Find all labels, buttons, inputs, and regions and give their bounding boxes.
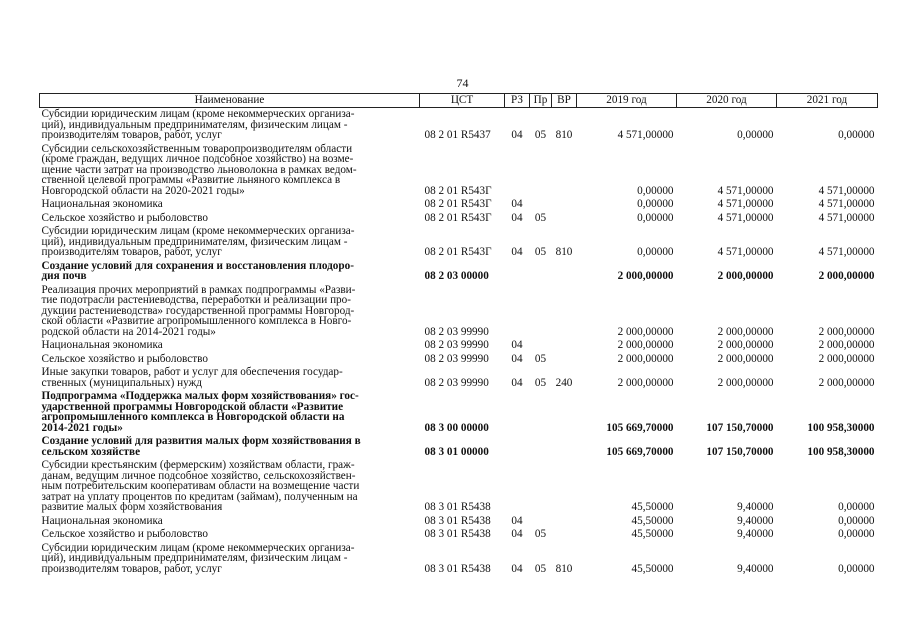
row-cst: 08 2 03 99990 xyxy=(424,376,489,389)
row-cst: 08 3 01 00000 xyxy=(424,445,489,458)
row-pr xyxy=(530,339,552,353)
table-row xyxy=(40,528,878,542)
row-value-2020: 9,40000 xyxy=(737,528,774,540)
row-name: Иные закупки товаров, работ и услуг для обеспечения государ- ственных (муниципальных) нужд xyxy=(41,366,343,389)
row-value-2021: 2 000,00000 xyxy=(818,339,875,351)
table-row xyxy=(40,459,878,515)
row-value-2019: 45,50000 xyxy=(631,501,674,513)
row-value-2020: 2 000,00000 xyxy=(717,270,774,282)
row-pr xyxy=(530,143,552,199)
row-value-2019: 45,50000 xyxy=(631,528,674,540)
row-pr: 05 xyxy=(534,528,547,540)
row-value-2020: 2 000,00000 xyxy=(717,352,774,365)
row-value-2021: 0,00000 xyxy=(838,129,875,141)
row-rz xyxy=(505,260,530,284)
row-value-2020: 107 150,70000 xyxy=(706,445,774,458)
row-value-2020: 0,00000 xyxy=(737,129,774,141)
row-value-2021: 100 958,30000 xyxy=(807,421,875,434)
row-value-2020: 4 571,00000 xyxy=(717,198,774,210)
row-value-2021: 0,00000 xyxy=(838,562,875,575)
table-row xyxy=(40,435,878,459)
row-name: Субсидии юридическим лицам (кроме некоммерческих организа- ций), индивидуальным предпринимателям, физическим лицам - производителям товаров, работ, услуг xyxy=(41,541,355,575)
row-pr: 05 xyxy=(534,376,547,389)
budget-table xyxy=(39,93,878,576)
col-header-2021: 2021 год xyxy=(777,94,878,108)
row-name: Сельское хозяйство и рыболовство xyxy=(41,211,208,224)
row-name: Субсидии юридическим лицам (кроме некоммерческих организа- ций), индивидуальным предпринимателям, физическим лицам - производителям товаров, работ, услуг xyxy=(41,108,355,141)
table-row xyxy=(40,143,878,199)
table-row xyxy=(40,225,878,260)
row-vr xyxy=(552,353,577,367)
row-vr: 810 xyxy=(555,246,573,258)
page-number: 74 xyxy=(456,76,469,90)
table-body xyxy=(40,108,878,577)
row-value-2019: 45,50000 xyxy=(631,514,674,527)
table-header xyxy=(40,94,878,108)
row-name: Создание условий для сохранения и восстановления плодоро- дия почв xyxy=(41,259,354,282)
col-header-name: Наименование xyxy=(40,94,420,108)
table-row xyxy=(40,339,878,353)
row-vr xyxy=(552,459,577,515)
row-cst: 08 2 03 00000 xyxy=(424,270,489,282)
row-vr: 810 xyxy=(555,562,573,575)
row-value-2021: 2 000,00000 xyxy=(818,376,875,389)
row-vr: 810 xyxy=(555,129,573,141)
row-rz: 04 xyxy=(511,246,523,258)
row-value-2020: 9,40000 xyxy=(737,514,774,527)
row-rz: 04 xyxy=(511,528,523,540)
row-vr xyxy=(552,435,577,459)
row-value-2019: 0,00000 xyxy=(637,184,674,197)
row-rz xyxy=(505,284,530,340)
table-row xyxy=(40,515,878,529)
row-vr xyxy=(552,339,577,353)
row-pr xyxy=(530,390,552,435)
row-value-2019: 0,00000 xyxy=(637,246,674,258)
row-value-2021: 4 571,00000 xyxy=(818,246,875,258)
row-value-2021: 2 000,00000 xyxy=(818,352,875,365)
row-value-2020: 4 571,00000 xyxy=(717,211,774,224)
row-value-2019: 105 669,70000 xyxy=(606,421,674,434)
row-value-2019: 2 000,00000 xyxy=(617,325,674,338)
row-value-2019: 45,50000 xyxy=(631,562,674,575)
row-vr xyxy=(552,528,577,542)
row-vr xyxy=(552,198,577,212)
row-value-2019: 2 000,00000 xyxy=(617,376,674,389)
row-value-2021: 0,00000 xyxy=(838,528,875,540)
row-value-2021: 4 571,00000 xyxy=(818,184,875,197)
row-value-2021: 100 958,30000 xyxy=(807,445,875,458)
row-rz: 04 xyxy=(511,198,523,210)
row-name: Национальная экономика xyxy=(41,339,163,351)
row-value-2021: 0,00000 xyxy=(838,514,875,527)
row-cst: 08 2 01 R543Г xyxy=(424,211,492,224)
row-rz: 04 xyxy=(511,211,523,224)
row-cst: 08 3 01 R5438 xyxy=(424,562,491,575)
row-name: Субсидии юридическим лицам (кроме некоммерческих организа- ций), индивидуальным предпринимателям, физическим лицам - производителям товаров, работ, услуг xyxy=(41,225,355,258)
table-row xyxy=(40,198,878,212)
row-pr xyxy=(530,459,552,515)
table-row xyxy=(40,212,878,226)
row-cst: 08 3 00 00000 xyxy=(424,421,489,434)
row-vr xyxy=(552,515,577,529)
row-pr xyxy=(530,284,552,340)
col-header-2019: 2019 год xyxy=(577,94,677,108)
row-vr xyxy=(552,260,577,284)
row-rz: 04 xyxy=(511,376,523,389)
row-cst: 08 2 03 99990 xyxy=(424,352,489,365)
row-name: Подпрограмма «Поддержка малых форм хозяйствования» гос- ударственной программы Новгородской области «Развитие агропромышленного комплекса в Новгородской области на 2014-2021 годы» xyxy=(41,390,359,434)
row-value-2020: 2 000,00000 xyxy=(717,339,774,351)
row-pr: 05 xyxy=(534,246,547,258)
row-rz: 04 xyxy=(511,352,523,365)
col-header-cst: ЦСТ xyxy=(420,94,505,108)
row-name: Сельское хозяйство и рыболовство xyxy=(41,528,208,540)
table-row xyxy=(40,284,878,340)
row-cst: 08 2 03 99990 xyxy=(424,339,489,351)
row-rz xyxy=(505,390,530,435)
row-pr: 05 xyxy=(534,562,547,575)
row-cst: 08 2 01 R5437 xyxy=(424,129,491,141)
row-vr xyxy=(552,212,577,226)
row-name: Сельское хозяйство и рыболовство xyxy=(41,352,208,365)
row-rz: 04 xyxy=(511,339,523,351)
row-value-2020: 4 571,00000 xyxy=(717,184,774,197)
row-vr: 240 xyxy=(555,376,573,389)
row-pr: 05 xyxy=(534,352,547,365)
row-value-2021: 2 000,00000 xyxy=(818,325,875,338)
row-name: Реализация прочих мероприятий в рамках подпрограммы «Разви- тие подотрасли растениеводства, переработки и реализации про- дукции растениеводства» государственной программы Новгород- ской области «Развитие агропромышленного комплекса в Новго- родской области на 2014-2021 годы» xyxy=(41,283,356,338)
row-rz xyxy=(505,459,530,515)
row-cst: 08 3 01 R5438 xyxy=(424,528,491,540)
row-cst: 08 2 01 R543Г xyxy=(424,246,492,258)
row-pr: 05 xyxy=(534,211,547,224)
table-row xyxy=(40,260,878,284)
row-cst: 08 2 03 99990 xyxy=(424,325,489,338)
row-pr xyxy=(530,515,552,529)
row-value-2020: 9,40000 xyxy=(737,562,774,575)
col-header-vr: ВР xyxy=(552,94,577,108)
row-cst: 08 3 01 R5438 xyxy=(424,514,491,527)
row-pr xyxy=(530,198,552,212)
row-value-2020: 4 571,00000 xyxy=(717,246,774,258)
row-name: Субсидии сельскохозяйственным товаропроизводителям области (кроме граждан, ведущих личное подсобное хозяйство) на возме- щение части затрат на производство льноволокна в рамках ведом- ственной целевой программы «Развитие льняного комплекса в Новгородской области на 2020-2021 годы» xyxy=(41,142,357,197)
row-name: Национальная экономика xyxy=(41,198,163,210)
row-value-2019: 4 571,00000 xyxy=(617,129,674,141)
row-value-2020: 2 000,00000 xyxy=(717,376,774,389)
row-cst: 08 2 01 R543Г xyxy=(424,184,492,197)
row-value-2021: 4 571,00000 xyxy=(818,211,875,224)
row-value-2019: 0,00000 xyxy=(637,198,674,210)
row-value-2019: 2 000,00000 xyxy=(617,352,674,365)
row-name: Национальная экономика xyxy=(41,514,163,527)
row-rz xyxy=(505,435,530,459)
col-header-2020: 2020 год xyxy=(677,94,777,108)
row-value-2019: 0,00000 xyxy=(637,211,674,224)
table-row xyxy=(40,542,878,577)
row-rz: 04 xyxy=(511,562,523,575)
table-row xyxy=(40,353,878,367)
row-pr xyxy=(530,260,552,284)
row-vr xyxy=(552,284,577,340)
row-name: Субсидии крестьянским (фермерским) хозяйствам области, граж- данам, ведущим личное подсобное хозяйство, сельскохозяйствен- ным потребительским кооперативам области на возмещение части затрат на уплату процентов по кредитам (займам), полученным на развитие малых форм хозяйствования xyxy=(41,459,360,513)
row-value-2020: 9,40000 xyxy=(737,501,774,513)
table-row xyxy=(40,390,878,435)
row-rz xyxy=(505,143,530,199)
row-vr xyxy=(552,390,577,435)
row-value-2019: 2 000,00000 xyxy=(617,270,674,282)
row-value-2019: 2 000,00000 xyxy=(617,339,674,351)
row-name: Создание условий для развития малых форм хозяйствования в сельском хозяйстве xyxy=(41,435,361,458)
row-rz: 04 xyxy=(511,514,523,527)
row-cst: 08 3 01 R5438 xyxy=(424,501,491,513)
row-pr: 05 xyxy=(534,129,547,141)
row-pr xyxy=(530,435,552,459)
row-value-2019: 105 669,70000 xyxy=(606,445,674,458)
row-value-2020: 107 150,70000 xyxy=(706,421,774,434)
table-row xyxy=(40,108,878,143)
row-rz: 04 xyxy=(511,129,523,141)
row-value-2021: 2 000,00000 xyxy=(818,270,875,282)
row-vr xyxy=(552,143,577,199)
row-cst: 08 2 01 R543Г xyxy=(424,198,492,210)
col-header-rz: РЗ xyxy=(505,94,530,108)
row-value-2021: 0,00000 xyxy=(838,501,875,513)
row-value-2020: 2 000,00000 xyxy=(717,325,774,338)
table-row xyxy=(40,366,878,390)
row-value-2021: 4 571,00000 xyxy=(818,198,875,210)
col-header-pr: Пр xyxy=(530,94,552,108)
